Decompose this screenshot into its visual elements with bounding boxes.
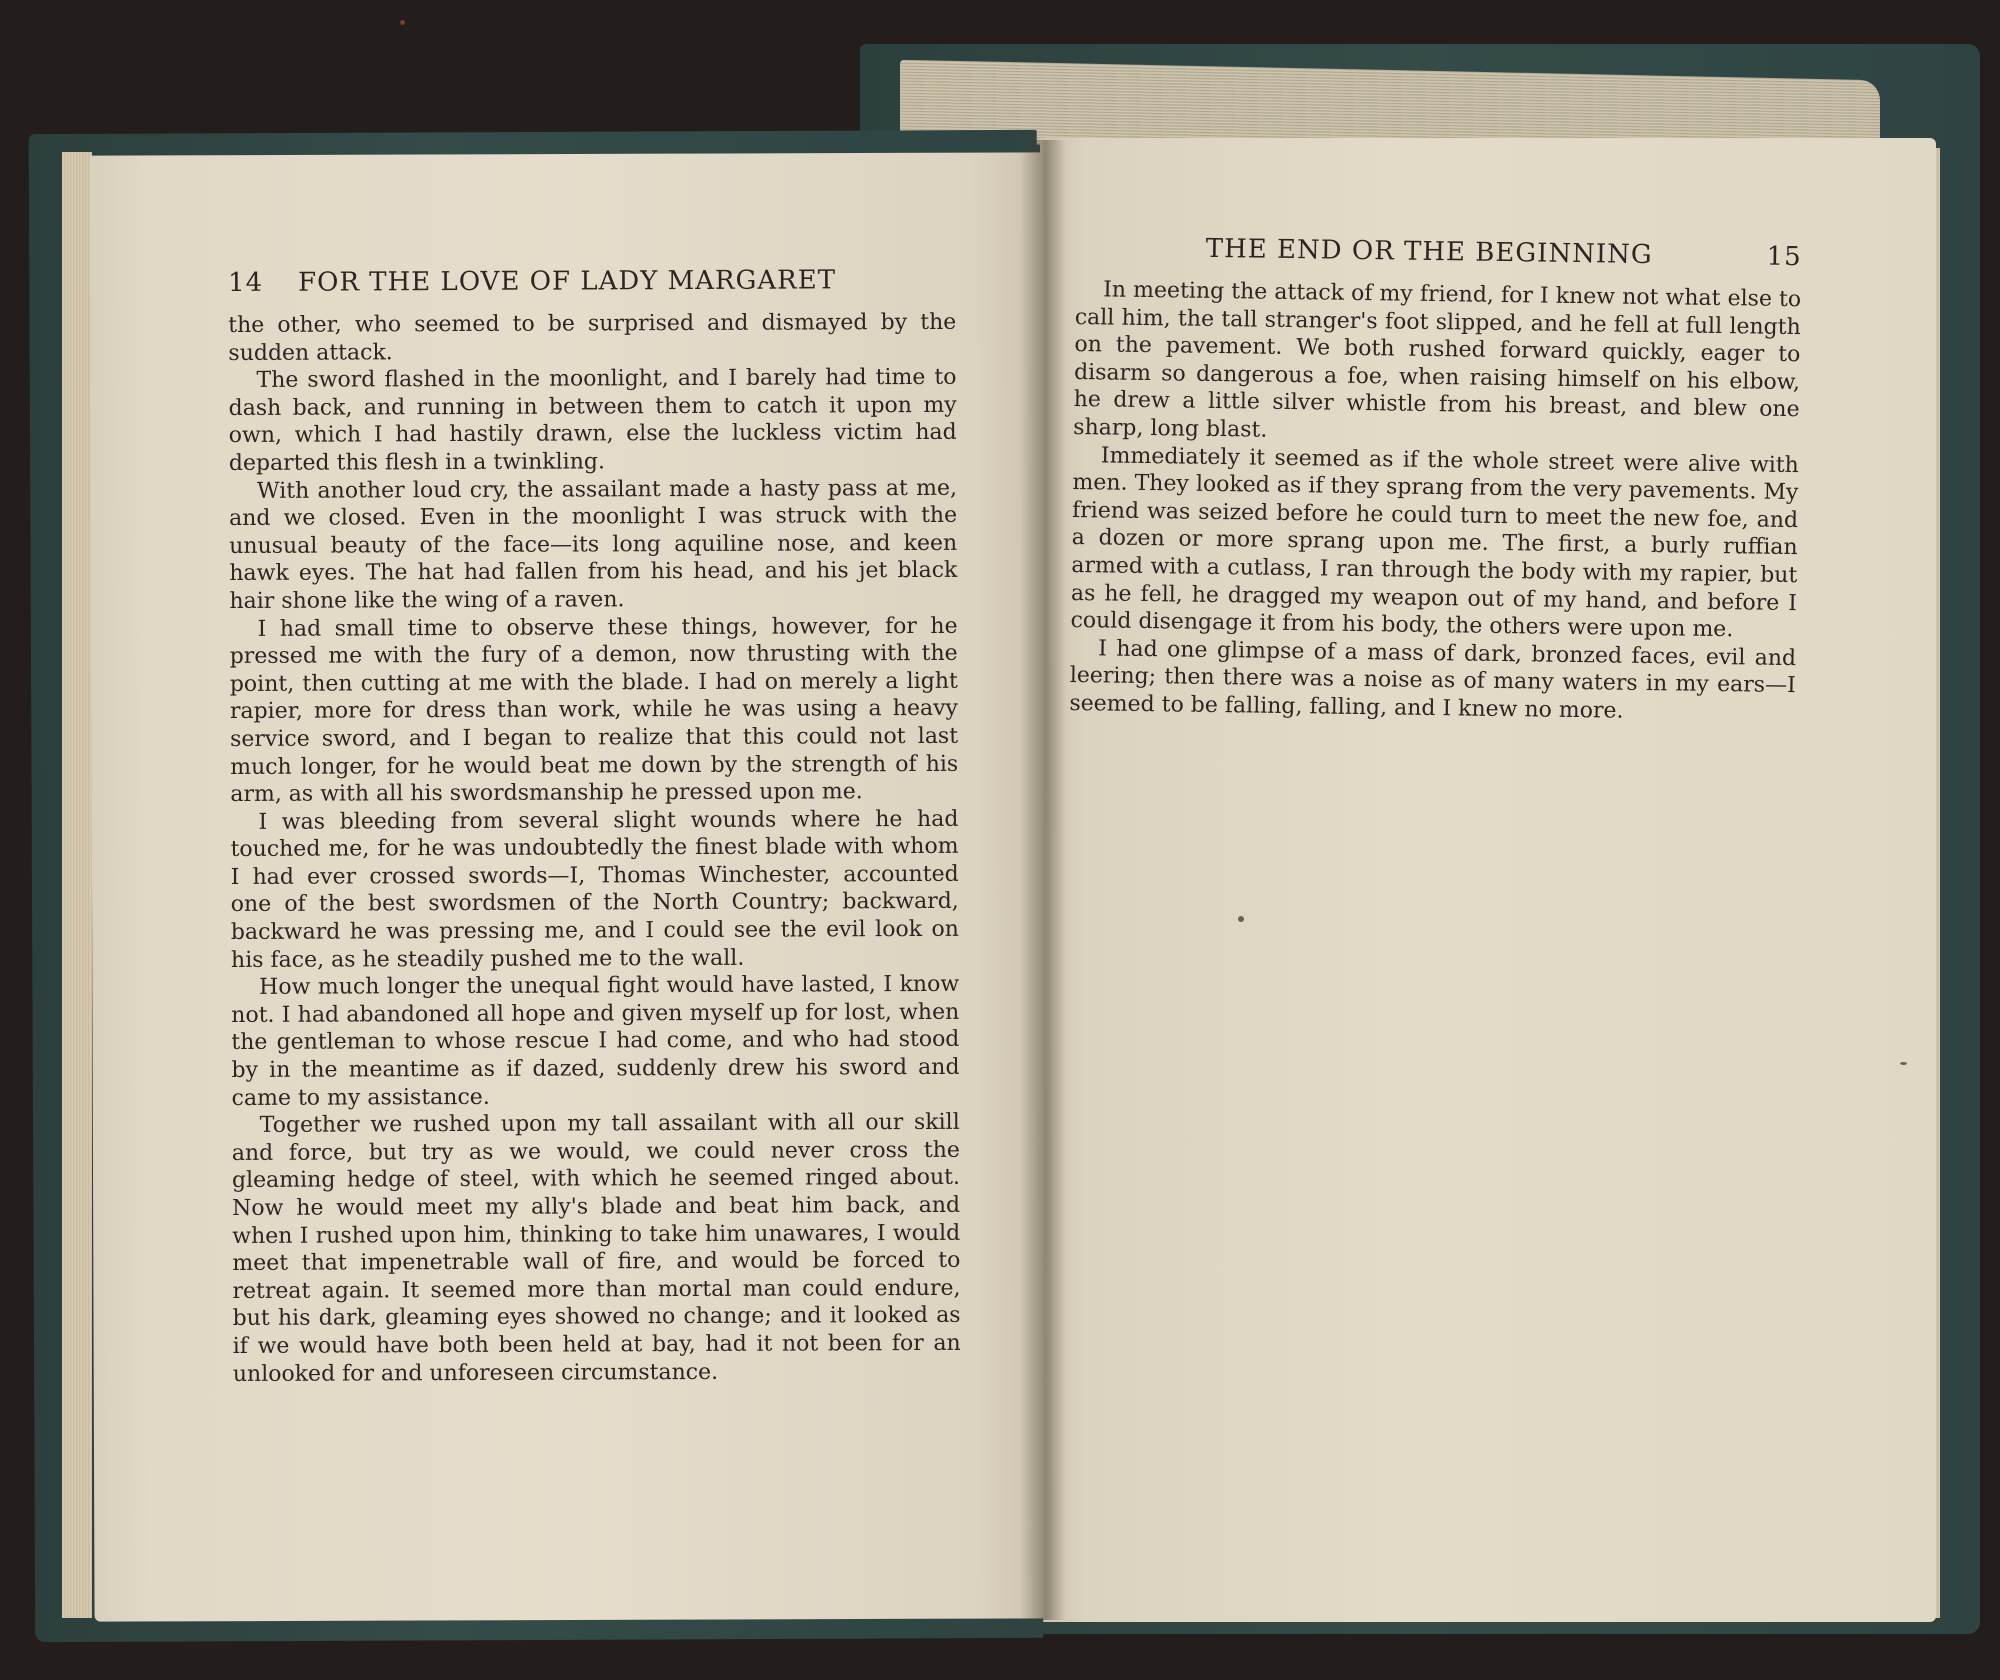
right-paragraph: I had one glimpse of a mass of dark, bronzed faces, evil and leering; then there was a noise as of many waters in my ears—I seemed to be falling, falling, and I knew no more. — [1069, 636, 1797, 724]
left-paragraph: the other, who seemed to be surprised and dismayed by the sudden attack. — [228, 309, 957, 366]
left-paragraph: How much longer the unequal fight would have lasted, I know not. I had abandoned all hope and given myself up for lost, when the gentleman to whose rescue I had come, and who had stood by in the meantime as if dazed, suddenly drew his sword and came to my assistance. — [231, 972, 960, 1111]
page-block-left-edges — [62, 152, 92, 1618]
left-running-title: FOR THE LOVE OF LADY MARGARET — [297, 265, 837, 298]
left-running-head — [228, 265, 956, 298]
left-page-text — [228, 265, 961, 1388]
left-paragraph: I had small time to observe these things, however, for he pressed me with the fury of a demon, now thrusting with the point, then cutting at me with the blade. I had on merely a light rapier, more for dress than work, while he was using a heavy service sword, and I began to realize that this could not last much longer, for he would beat me down by the strength of his arm, as with all his swordsmanship he pressed upon me. — [229, 613, 959, 808]
right-page-number: 15 — [1766, 241, 1802, 273]
left-paragraph: The sword flashed in the moonlight, and I barely had time to dash back, and running in between them to catch it upon my own, which I had hastily drawn, else the luckless victim had departed this flesh in a twinkling. — [228, 365, 957, 476]
paper-speck — [400, 20, 405, 25]
book-gutter — [1020, 140, 1066, 1620]
right-paragraph: Immediately it seemed as if the whole street were alive with men. They looked as if they sprang from the very pavements. My friend was seized before he could turn to meet the new foe, and a dozen or more sprang upon me. The first, a burly ruffian armed with a cutlass, I ran through the body with my rapier, but as he fell, he dragged my weapon out of my hand, and before I could disengage it from his body, the others were upon me. — [1070, 442, 1799, 643]
left-paragraph: With another loud cry, the assailant made a hasty pass at me, and we closed. Even in the moonlight I was struck with the unusual beauty of the face—its long aquiline nose, and keen hawk eyes. The hat had fallen from his head, and his jet black hair shone like the wing of a raven. — [229, 475, 958, 614]
paper-speck — [1238, 916, 1244, 922]
right-paragraph: In meeting the attack of my friend, for I knew not what else to call him, the tall stranger's foot slipped, and he fell at full length on the pavement. We both rushed forward quickly, eager to disarm so dangerous a foe, when raising himself on his elbow, he drew a little silver whistle from his breast, and blew one sharp, long blast. — [1073, 277, 1802, 443]
left-paragraph: I was bleeding from several slight wounds where he had touched me, for he was undoubtedly the finest blade with whom I had ever crossed swords—I, Thomas Winchester, accounted one of the best swordsmen of the North Country; backward, backward he was pressing me, and I could see the evil look on his face, as he steadily pushed me to the wall. — [230, 806, 959, 973]
left-page-number: 14 — [228, 267, 264, 298]
left-paragraph: Together we rushed upon my tall assailant with all our skill and force, but try as we would, we could never cross the gleaming hedge of steel, with which he seemed ringed about. Now he would meet my ally's blade and beat him back, and when I rushed upon him, thinking to take him unawares, I would meet that impenetrable wall of fire, and would be forced to retreat again. It seemed more than mortal man could endure, but his dark, gleaming eyes showed no change; and it looked as if we would have both been held at bay, had it not been for an unlooked for and unforeseen circumstance. — [231, 1110, 961, 1387]
paper-speck — [1900, 1062, 1907, 1065]
right-page-text — [1069, 232, 1802, 728]
right-running-title: THE END OR THE BEGINNING — [1205, 233, 1653, 271]
